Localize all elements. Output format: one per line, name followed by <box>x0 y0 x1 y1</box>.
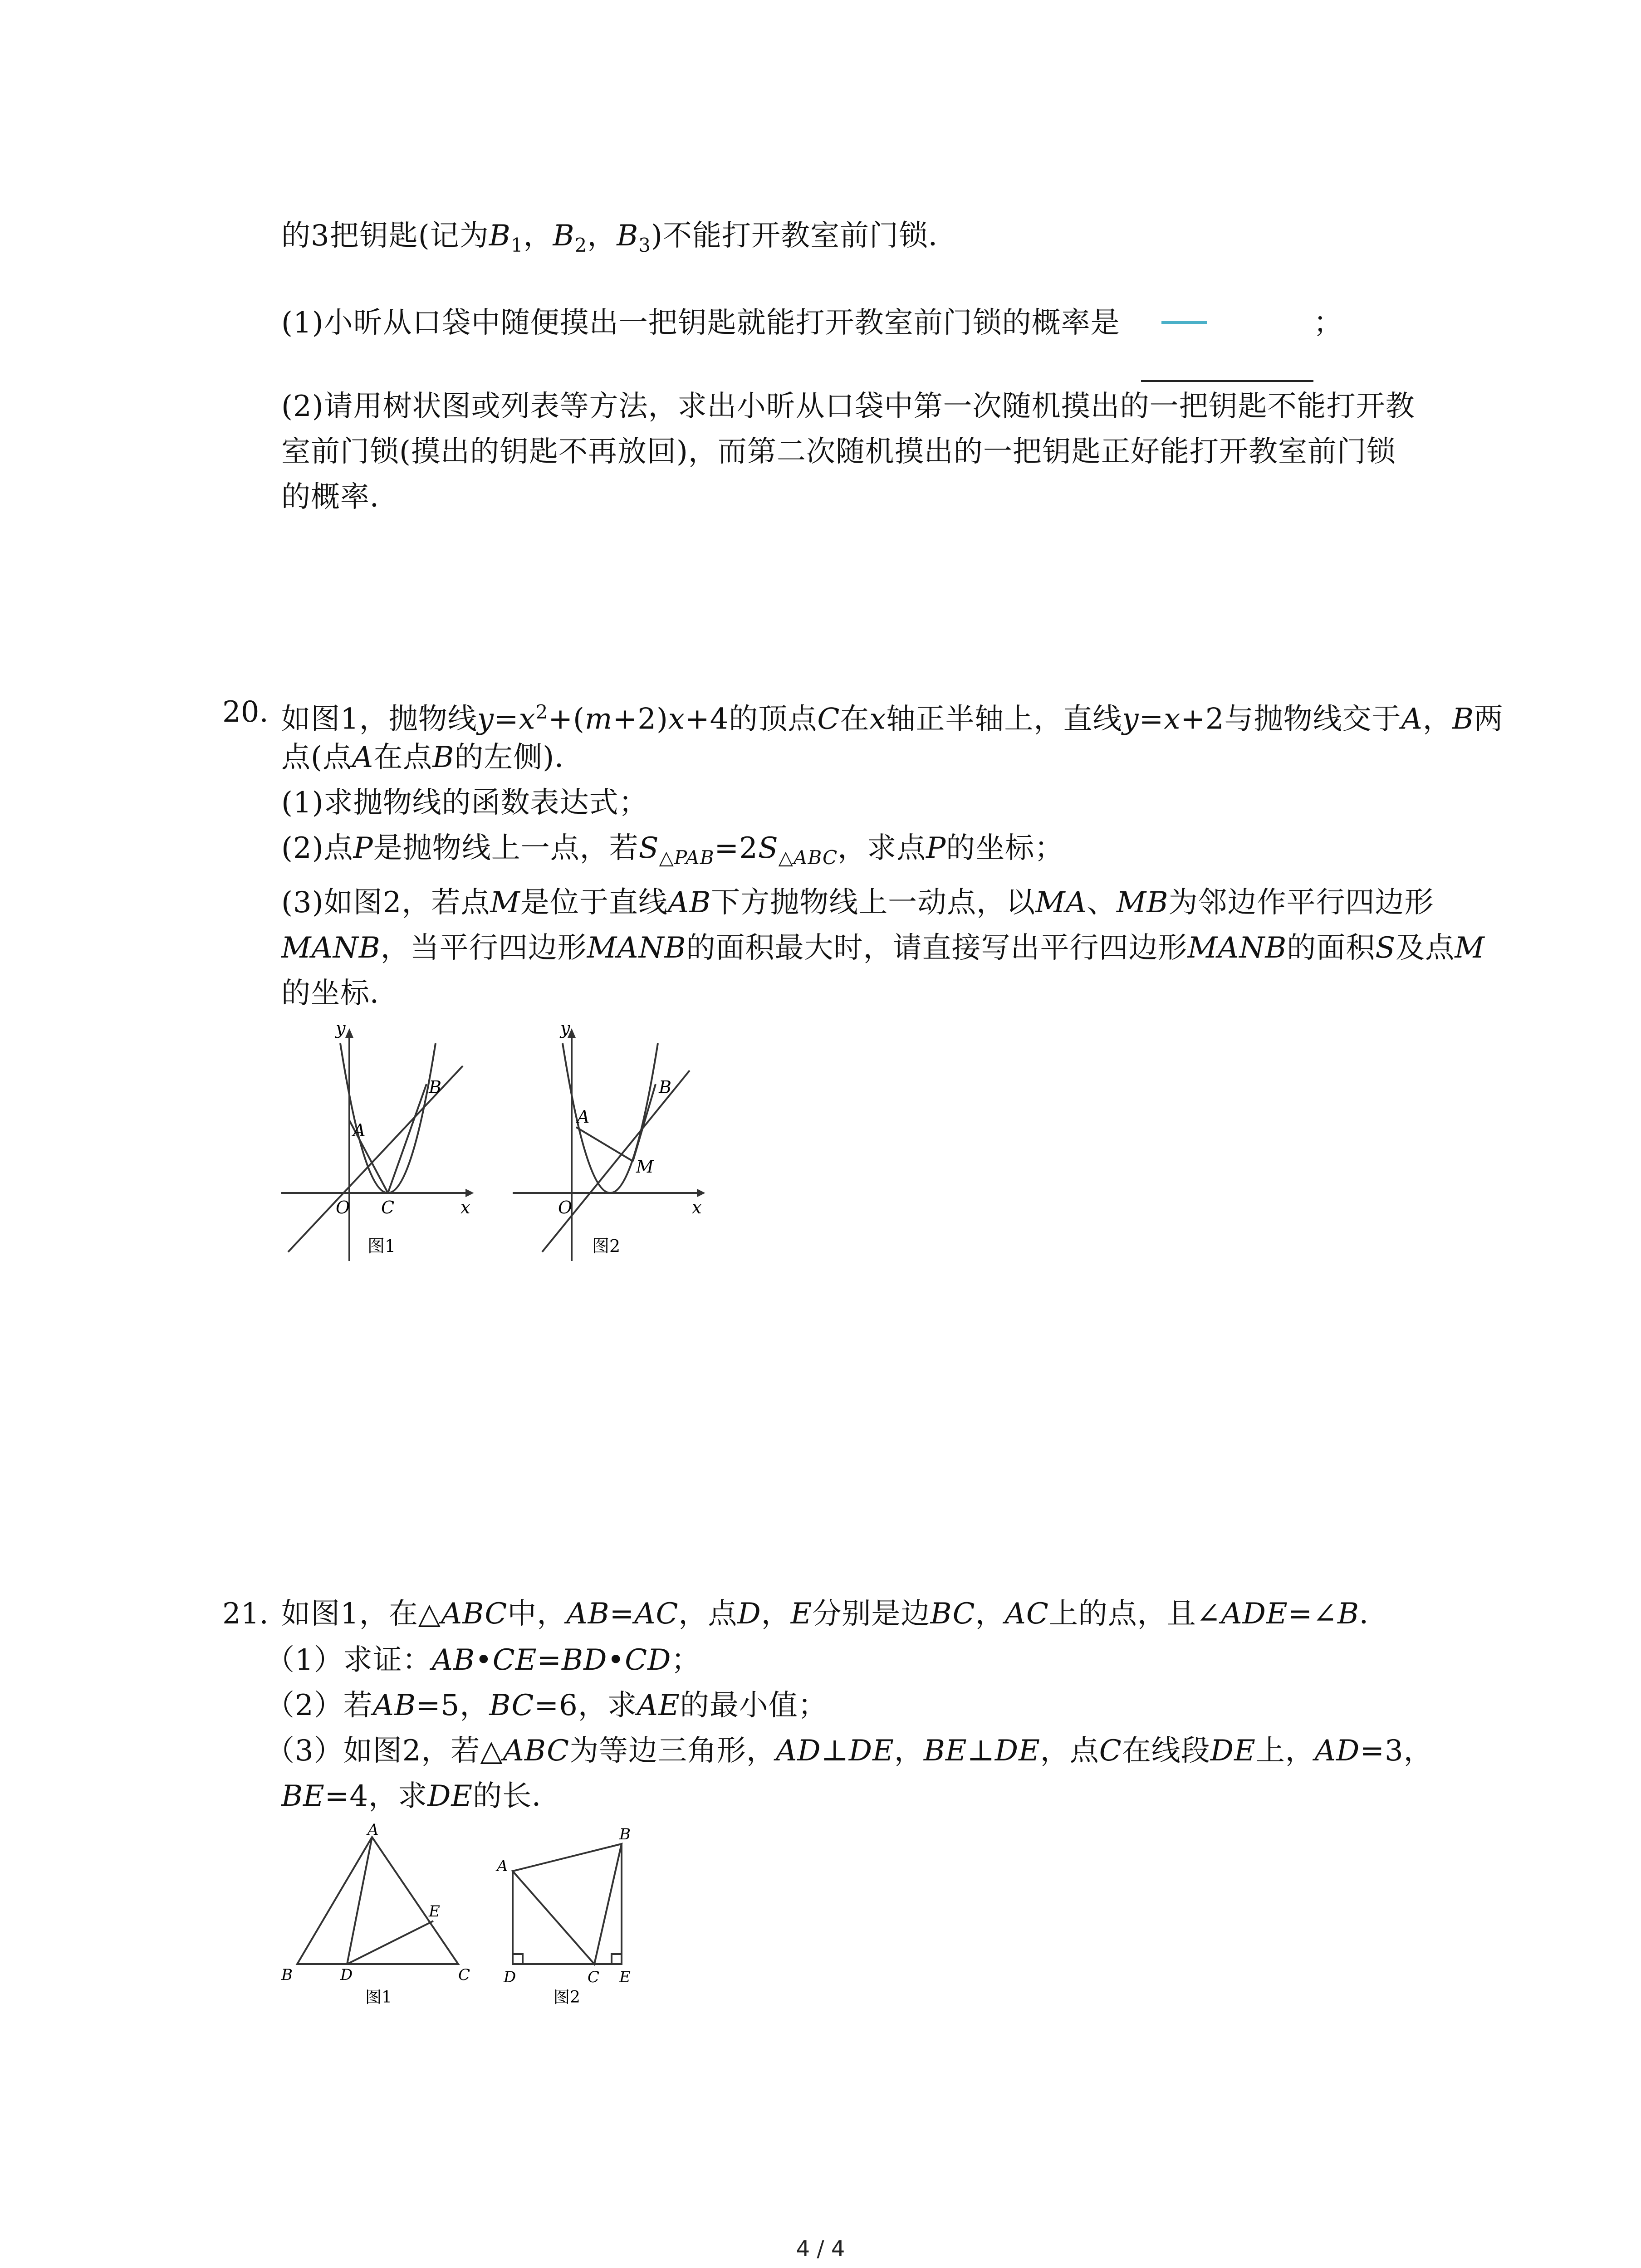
segment-am <box>576 1127 633 1161</box>
label-c: C <box>588 1968 600 1986</box>
line-ab <box>542 1070 690 1252</box>
label-e: E <box>429 1902 440 1921</box>
q21-part3-line2: BE=4，求DE的长． <box>281 1779 562 1813</box>
triangle-abc <box>513 1844 622 1964</box>
caption: 图1 <box>367 1236 396 1256</box>
q20-number: 20. <box>222 695 269 729</box>
q20-part3-line3: 的坐标． <box>281 977 399 1010</box>
q19-part2-line3: 的概率． <box>281 480 399 514</box>
label-a: A <box>353 1120 366 1140</box>
q21-line1: 如图1，在△ABC中，AB=AC，点D，E分别是边BC，AC上的点，且∠ADE=∠B． <box>281 1597 1389 1631</box>
label-b: B <box>659 1077 671 1097</box>
label-d: D <box>504 1968 516 1986</box>
q20-part3-line2: MANB，当平行四边形MANB的面积最大时，请直接写出平行四边形MANB的面积S及点M <box>281 931 1485 965</box>
q21-part1: （1）求证：AB•CE=BD•CD； <box>265 1643 701 1677</box>
q20-part2: (2)点P是抛物线上一点，若$S_{\triangle PAB}=2S_{\triangle ABC}$，求点P的坐标； <box>281 831 1064 869</box>
q21-part3-line1: （3）如图2，若△ABC为等边三角形，AD⊥DE，BE⊥DE，点C在线段DE上，AD=3， <box>265 1734 1433 1768</box>
q19-part1-end: ； <box>1313 306 1342 340</box>
q19-part2-line2: 室前门锁(摸出的钥匙不再放回)，而第二次随机摸出的一把钥匙正好能打开教室前门锁 <box>281 435 1396 469</box>
label-b: B <box>429 1077 441 1097</box>
label-c: C <box>458 1966 470 1984</box>
right-angle-e <box>612 1954 622 1964</box>
right-angle-d <box>513 1954 523 1964</box>
segment-bm <box>633 1084 656 1161</box>
parabola <box>340 1043 436 1193</box>
label-x: x <box>460 1198 470 1217</box>
label-y: y <box>336 1018 346 1038</box>
label-a: A <box>367 1823 379 1839</box>
q19-part2-line1: (2)请用树状图或列表等方法，求出小昕从口袋中第一次随机摸出的一把钥匙不能打开教 <box>281 390 1415 423</box>
q20-part1: (1)求抛物线的函数表达式； <box>281 786 648 820</box>
triangle-abc <box>297 1837 458 1964</box>
q21-figure-2 <box>490 1819 662 2014</box>
label-b: B <box>281 1966 293 1984</box>
q21-part2: （2）若AB=5，BC=6，求AE的最小值； <box>265 1689 828 1722</box>
label-e: E <box>619 1968 631 1986</box>
answer-blank-line <box>1141 380 1313 382</box>
q20-part3-line1: (3)如图2，若点M是位于直线AB下方抛物线上一动点，以MA、MB为邻边作平行四边形 <box>281 886 1434 919</box>
segment-ad <box>347 1837 372 1964</box>
q21-number: 21. <box>222 1597 269 1631</box>
label-c: C <box>381 1198 395 1217</box>
label-d: D <box>340 1966 353 1984</box>
q20-line2: 点(点A在点B的左侧)． <box>281 741 584 774</box>
q20-figure-2 <box>504 1016 712 1270</box>
page-number: 4 / 4 <box>796 2236 845 2262</box>
answer-blank-mark <box>1161 321 1207 324</box>
label-b: B <box>619 1825 631 1843</box>
caption: 图2 <box>554 1988 580 2007</box>
caption: 图2 <box>592 1236 621 1256</box>
q20-line1: 如图1，抛物线$y=x^2+(m+2)x+4$的顶点C在x轴正半轴上，直线y=x+2与抛物线交于A，B两 <box>281 701 1504 736</box>
label-a: A <box>577 1107 590 1127</box>
q20-figure-1 <box>272 1016 481 1270</box>
q21-figure-1 <box>272 1823 481 2014</box>
caption: 图1 <box>365 1988 392 2007</box>
label-o: O <box>336 1198 350 1217</box>
q19-line1: 的3把钥匙(记为$B_1$，$B_2$，$B_3$)不能打开教室前门锁． <box>281 219 958 256</box>
segment-de <box>347 1921 433 1964</box>
label-y: y <box>560 1018 570 1038</box>
q19-part1: (1)小昕从口袋中随便摸出一把钥匙就能打开教室前门锁的概率是 <box>281 306 1120 340</box>
label-o: O <box>558 1198 573 1217</box>
label-x: x <box>692 1198 702 1217</box>
label-m: M <box>636 1157 654 1177</box>
label-a: A <box>497 1857 508 1875</box>
